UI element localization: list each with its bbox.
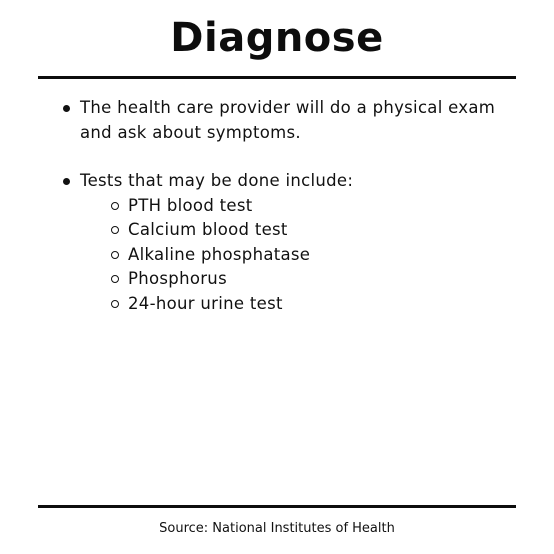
circle-bullet-icon (111, 226, 119, 234)
top-divider (38, 76, 516, 79)
list-item (80, 267, 510, 292)
source-credit: Source: National Institutes of Health (159, 521, 395, 536)
bullet-text: Tests that may be done include: (80, 171, 354, 190)
bullet-text: The health care provider will do a physical exam and ask about symptoms. (80, 98, 496, 142)
list-item-text: Phosphorus (128, 269, 227, 288)
list-item-text: Alkaline phosphatase (128, 244, 311, 264)
list-item-text: 24-hour urine test (128, 293, 283, 313)
circle-bullet-icon (111, 300, 119, 308)
circle-bullet-icon (111, 202, 119, 210)
circle-bullet-icon (111, 275, 119, 283)
list-item (80, 243, 510, 268)
list-item (80, 218, 510, 243)
list-item (80, 194, 510, 219)
bullet-dot-icon (63, 105, 70, 112)
bullet-item-tests (60, 169, 510, 316)
circle-bullet-icon (111, 251, 119, 259)
list-item-text: Calcium blood test (128, 220, 288, 239)
list-item (80, 292, 510, 317)
content-body (60, 96, 510, 316)
page-title: Diagnose (170, 15, 384, 61)
list-item-text: PTH blood test (128, 195, 253, 215)
bullet-dot-icon (63, 178, 70, 185)
bottom-divider (38, 505, 516, 508)
bullet-item-exam (60, 96, 510, 145)
test-list (80, 194, 510, 317)
